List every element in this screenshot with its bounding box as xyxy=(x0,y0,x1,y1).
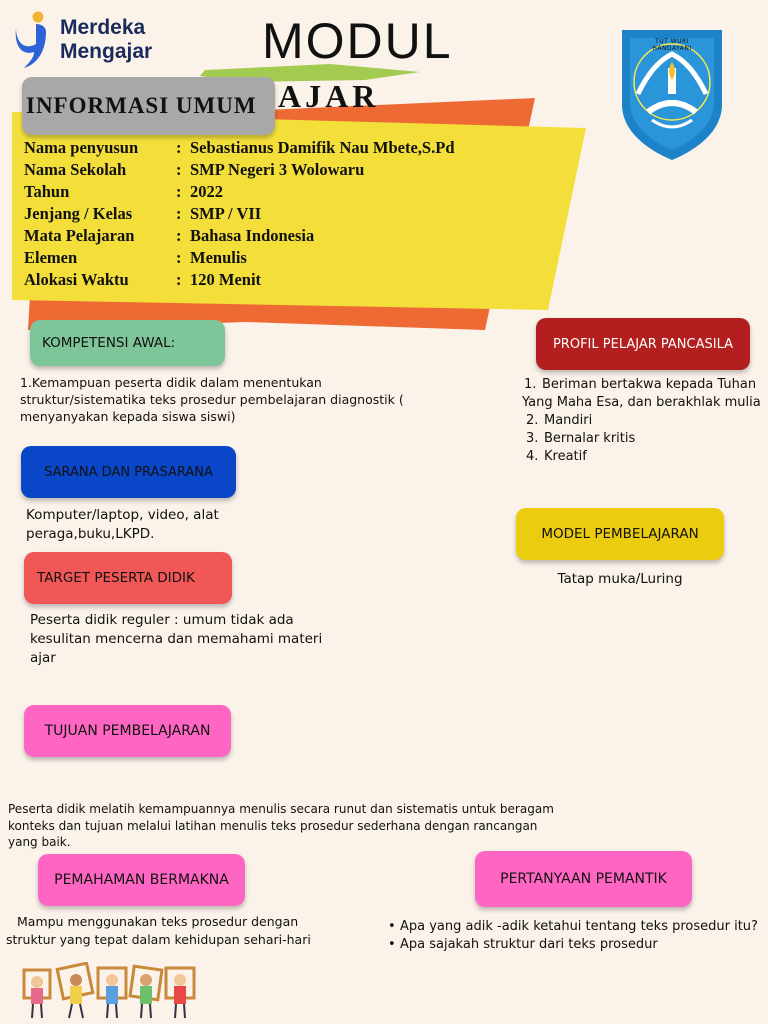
child-figure-icon xyxy=(130,966,162,1018)
page-title: MODUL xyxy=(262,13,453,69)
info-row xyxy=(24,203,455,225)
info-key: Jenjang / Kelas xyxy=(24,204,133,223)
info-sep: : xyxy=(176,270,182,289)
tujuan-pembelajaran-text: Peserta didik melatih kemampuannya menulis secara runut dan sistematis untuk beragam konteks dan tujuan melalui latihan menulis teks prosedur sederhana dengan rancangan yang baik. xyxy=(8,802,554,849)
list-item xyxy=(522,448,766,466)
pertanyaan-pemantik-label-text: PERTANYAAN PEMANTIK xyxy=(500,871,667,887)
info-sep: : xyxy=(176,160,182,179)
merdeka-mengajar-logo xyxy=(12,10,172,70)
info-sep: : xyxy=(176,182,182,201)
sarana-prasarana-label xyxy=(21,446,236,498)
info-value: 120 Menit xyxy=(190,270,262,289)
tujuan-pembelajaran-label-text: TUJUAN PEMBELAJARAN xyxy=(44,723,211,739)
list-text: Apa sajakah struktur dari teks prosedur xyxy=(400,937,658,952)
sarana-prasarana-label-text: SARANA DAN PRASARANA xyxy=(44,464,213,480)
pemahaman-line-2: struktur yang tepat dalam kehidupan sehari-hari xyxy=(6,931,311,947)
profil-pelajar-label-text: PROFIL PELAJAR PANCASILA xyxy=(552,336,734,352)
info-sep: : xyxy=(176,204,182,223)
list-number: 3. xyxy=(526,431,539,446)
merdeka-logo-icon xyxy=(12,10,52,68)
info-value: SMP Negeri 3 Wolowaru xyxy=(190,160,365,179)
target-peserta-label xyxy=(24,552,232,604)
list-number: 2. xyxy=(526,413,539,428)
pemahaman-bermakna-text xyxy=(6,913,326,948)
tut-wuri-handayani-emblem xyxy=(616,24,728,162)
title-subtitle-partial: AJAR xyxy=(278,78,380,114)
pertanyaan-pemantik-list xyxy=(388,918,766,954)
info-key: Tahun xyxy=(24,182,70,201)
info-sep: : xyxy=(176,226,182,245)
informasi-umum-heading: INFORMASI UMUM xyxy=(26,93,257,118)
target-peserta-label-text: TARGET PESERTA DIDIK xyxy=(37,570,195,586)
info-key: Nama Sekolah xyxy=(24,160,127,179)
target-peserta-text: Peserta didik reguler : umum tidak ada kesulitan mencerna dan memahami materi ajar xyxy=(30,612,323,666)
pertanyaan-pemantik-label xyxy=(475,851,692,907)
pemahaman-bermakna-label-text: PEMAHAMAN BERMAKNA xyxy=(54,872,229,888)
list-text: Mandiri xyxy=(544,413,593,428)
kompetensi-awal-label-text: KOMPETENSI AWAL: xyxy=(42,335,176,351)
child-figure-icon xyxy=(57,963,93,1018)
bullet-icon: • xyxy=(388,919,396,934)
bullet-icon: • xyxy=(388,937,396,952)
pemahaman-line-1: Mampu menggunakan teks prosedur dengan xyxy=(17,914,299,929)
list-item xyxy=(522,376,766,394)
model-pembelajaran-label-text: MODEL PEMBELAJARAN xyxy=(541,526,699,542)
profil-pelajar-label xyxy=(536,318,750,370)
list-number: 4. xyxy=(526,449,539,464)
logo-line-2: Mengajar xyxy=(60,40,153,63)
logo-line-1: Merdeka xyxy=(60,16,146,39)
emblem-motto: TUT WURI HANDAYANI xyxy=(652,38,692,52)
info-key: Mata Pelajaran xyxy=(24,226,135,245)
informasi-umum-table xyxy=(24,137,455,291)
informasi-umum-heading-pill xyxy=(22,77,275,135)
info-value: SMP / VII xyxy=(190,204,262,223)
list-item xyxy=(388,936,766,954)
info-row xyxy=(24,181,455,203)
model-pembelajaran-label xyxy=(516,508,724,560)
info-value: Sebastianus Damifik Nau Mbete,S.Pd xyxy=(190,138,455,157)
sarana-prasarana-text: Komputer/laptop, video, alat peraga,buku,LKPD. xyxy=(26,507,219,542)
pemahaman-bermakna-label xyxy=(38,854,245,906)
info-row xyxy=(24,247,455,269)
list-text: Kreatif xyxy=(544,449,587,464)
list-text: Apa yang adik -adik ketahui tentang teks prosedur itu? xyxy=(400,919,758,934)
list-text: Yang Maha Esa, dan berakhlak mulia xyxy=(522,395,761,410)
info-key: Nama penyusun xyxy=(24,138,139,157)
profil-pelajar-list xyxy=(522,376,766,466)
list-number: 1. xyxy=(524,377,537,392)
list-text: Bernalar kritis xyxy=(544,431,636,446)
list-item xyxy=(522,412,766,430)
list-item xyxy=(522,430,766,448)
info-value: Bahasa Indonesia xyxy=(190,226,315,245)
children-frames-illustration xyxy=(22,962,200,1022)
info-value: 2022 xyxy=(190,182,223,201)
info-row xyxy=(24,269,455,291)
list-item xyxy=(388,918,766,936)
info-sep: : xyxy=(176,138,182,157)
info-sep: : xyxy=(176,248,182,267)
list-item-continuation xyxy=(522,394,766,412)
list-text: Beriman bertakwa kepada Tuhan xyxy=(542,377,757,392)
info-value: Menulis xyxy=(190,248,247,267)
kompetensi-awal-text: 1.Kemampuan peserta didik dalam menentukan struktur/sistematika teks prosedur pembelajaran diagnostik ( menyanyakan kepada siswa siswi) xyxy=(20,375,404,424)
info-key: Elemen xyxy=(24,248,78,267)
info-key: Alokasi Waktu xyxy=(24,270,129,289)
kompetensi-awal-label xyxy=(30,320,225,366)
info-row xyxy=(24,137,455,159)
child-figure-icon xyxy=(98,968,126,1018)
model-pembelajaran-text: Tatap muka/Luring xyxy=(557,571,683,587)
tujuan-pembelajaran-label xyxy=(24,705,231,757)
child-figure-icon xyxy=(166,968,194,1018)
info-row xyxy=(24,159,455,181)
child-figure-icon xyxy=(24,970,50,1018)
info-row xyxy=(24,225,455,247)
